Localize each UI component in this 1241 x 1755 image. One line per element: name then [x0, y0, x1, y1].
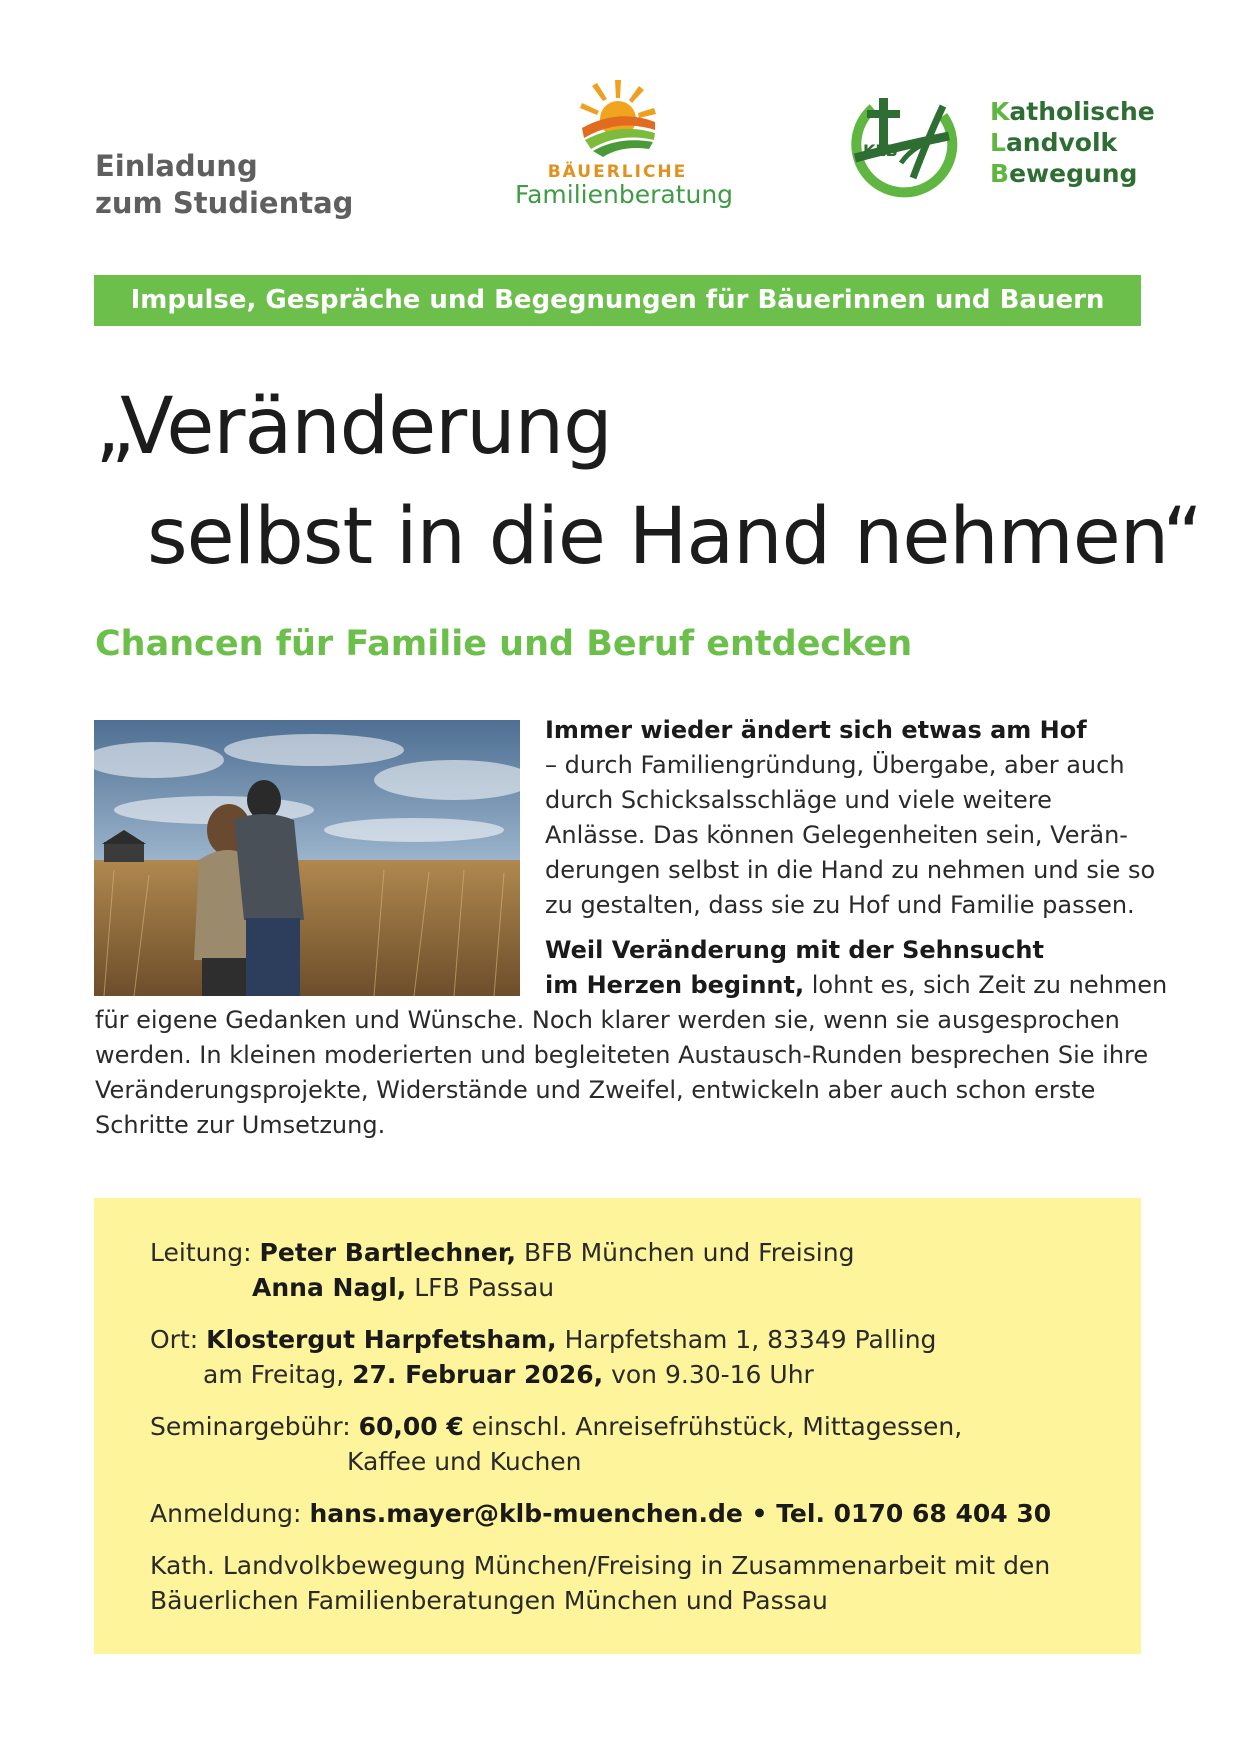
p2-line-3: für eigene Gedanken und Wünsche. Noch klarer werden sie, wenn sie ausgesprochen: [95, 1006, 1120, 1034]
p2-line-5: Veränderungsprojekte, Widerstände und Zweifel, entwickeln aber auch schon erste: [95, 1076, 1096, 1104]
footer-line-2: Bäuerlichen Familienberatungen München und Passau: [150, 1586, 828, 1615]
p1-line-3: Anlässe. Das können Gelegenheiten sein, Verän-: [545, 821, 1128, 849]
invite-line-1: Einladung: [95, 149, 258, 183]
p1-line-1: – durch Familiengründung, Übergabe, aber auch: [545, 751, 1125, 779]
subtitle: Chancen für Familie und Beruf entdecken: [95, 624, 913, 664]
p2-line-6: Schritte zur Umsetzung.: [95, 1111, 386, 1139]
p1-heading: Immer wieder ändert sich etwas am Hof: [545, 716, 1087, 744]
registration-phone[interactable]: Tel. 0170 68 404 30: [776, 1499, 1052, 1528]
fee-line-2: Kaffee und Kuchen: [347, 1447, 582, 1476]
title-line-2: selbst in die Hand nehmen“: [147, 492, 1202, 582]
p2-line-2: im Herzen beginnt, lohnt es, sich Zeit zu nehmen: [545, 971, 1168, 999]
green-banner: Impulse, Gespräche und Begegnungen für Bäuerinnen und Bauern: [94, 275, 1141, 326]
ort-line: Ort: Klostergut Harpfetsham, Harpfetsham 1, 83349 Palling: [150, 1325, 937, 1354]
p1-line-4: derungen selbst in die Hand zu nehmen und sie so: [545, 856, 1156, 884]
klb-line2-rest: andvolk: [1005, 128, 1118, 157]
bfb-logo-top-text: BÄUERLICHE: [547, 162, 688, 182]
klb-line2-cap: L: [990, 128, 1006, 157]
klb-line1-cap: K: [990, 97, 1010, 126]
klb-logo: [843, 88, 958, 203]
leitung-line-2: Anna Nagl, LFB Passau: [252, 1273, 555, 1302]
klb-initials: KLB: [863, 141, 898, 160]
date-line: am Freitag, 27. Februar 2026, von 9.30-16 Uhr: [203, 1360, 814, 1389]
klb-emblem-icon: [843, 88, 958, 203]
leitung-line-1: Leitung: Peter Bartlechner, BFB München und Freising: [150, 1238, 855, 1267]
p2-line-4: werden. In kleinen moderierten und begleiteten Austausch-Runden besprechen Sie ihre: [95, 1041, 1149, 1069]
klb-wordmark: [990, 96, 1155, 189]
sun-field-logo-icon: [577, 78, 659, 160]
p2-bold-line-1: Weil Veränderung mit der Sehnsucht: [545, 936, 1044, 964]
couple-in-field-photo: [94, 720, 520, 996]
invitation-heading: [95, 148, 353, 222]
registration-email-link[interactable]: hans.mayer@klb-muenchen.de: [309, 1499, 743, 1528]
klb-line3-cap: B: [990, 159, 1010, 188]
bfb-logo-bottom-text: Familienberatung: [515, 180, 734, 209]
main-title: [95, 372, 1202, 592]
registration-line: Anmeldung: hans.mayer@klb-muenchen.de • Tel. 0170 68 404 30: [150, 1499, 1052, 1528]
footer-line-1: Kath. Landvolkbewegung München/Freising in Zusammenarbeit mit den: [150, 1551, 1051, 1580]
fee-line-1: Seminargebühr: 60,00 € einschl. Anreisefrühstück, Mittagessen,: [150, 1412, 963, 1441]
p1-line-5: zu gestalten, dass sie zu Hof und Familie passen.: [545, 891, 1135, 919]
klb-line1-rest: atholische: [1009, 97, 1155, 126]
title-line-1: „Veränderung: [95, 382, 612, 472]
klb-line3-rest: ewegung: [1009, 159, 1138, 188]
p1-line-2: durch Schicksalsschläge und viele weitere: [545, 786, 1052, 814]
invite-line-2: zum Studientag: [95, 186, 354, 220]
bfb-logo: [515, 78, 734, 228]
